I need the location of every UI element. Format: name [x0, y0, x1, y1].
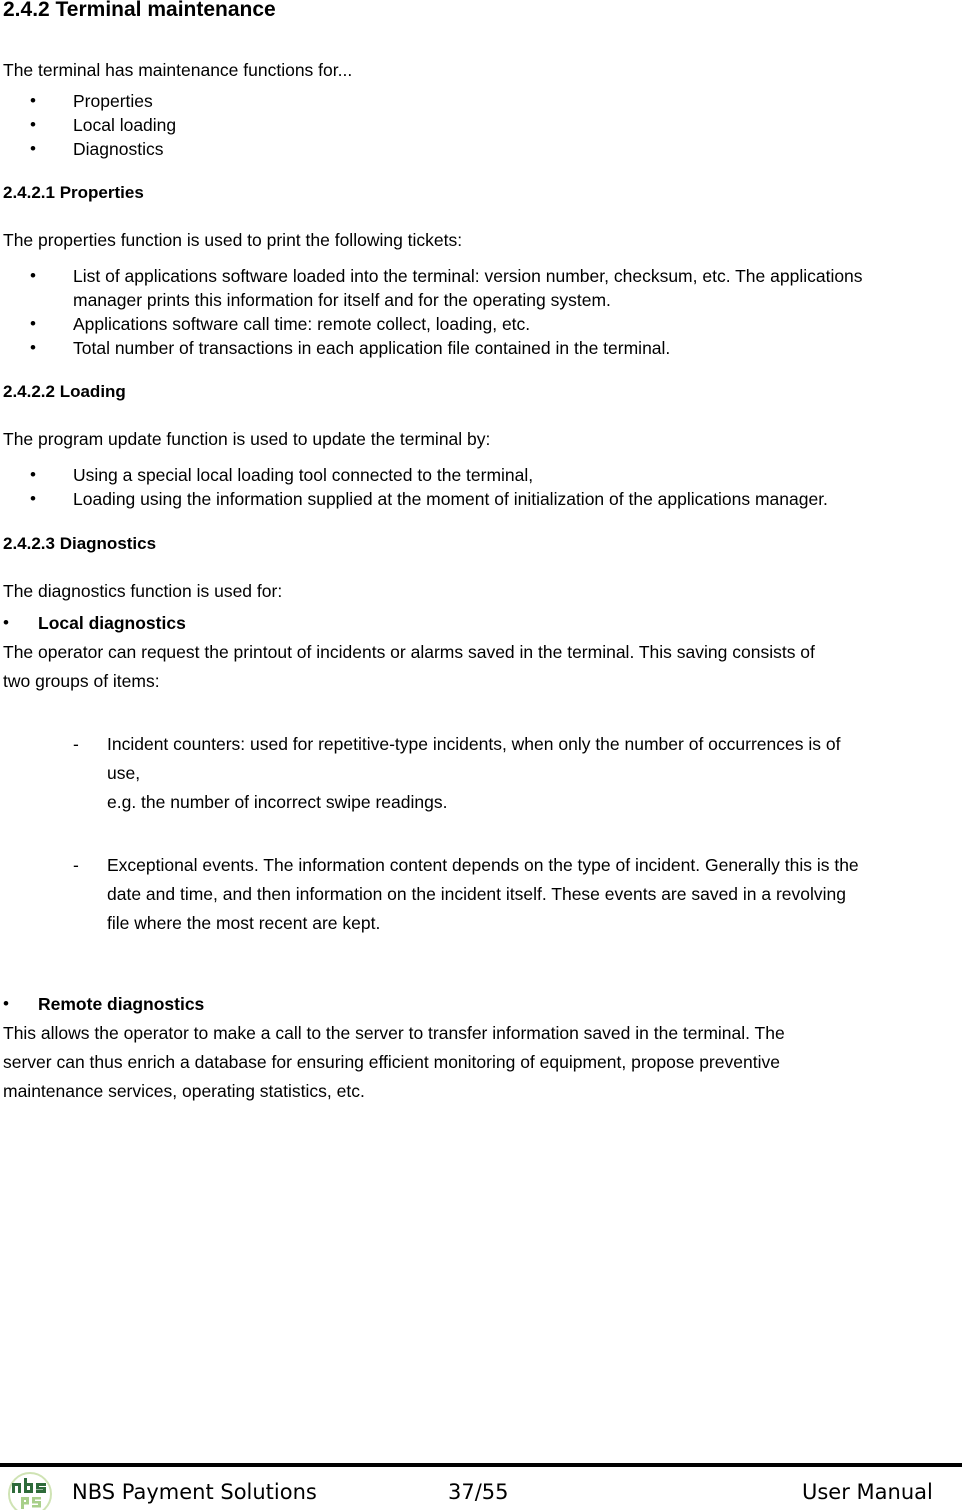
footer-page-number: 37/55 — [448, 1480, 509, 1504]
paragraph: maintenance services, operating statistics, etc. — [3, 1081, 365, 1101]
nbs-logo — [6, 1472, 54, 1510]
list-item: Diagnostics — [73, 139, 164, 159]
dash-item: Incident counters: used for repetitive-type incidents, when only the number of occurrences is of — [107, 734, 841, 754]
paragraph: The diagnostics function is used for: — [3, 581, 283, 601]
paragraph: two groups of items: — [3, 671, 160, 691]
subsection-heading: 2.4.2.1 Properties — [3, 183, 144, 202]
dash-item: use, — [107, 763, 141, 783]
list-item: List of applications software loaded into the terminal: version number, checksum, etc. The applications — [73, 266, 863, 286]
bullet-icon: • — [30, 91, 36, 110]
bullet-icon: • — [30, 338, 36, 357]
dash-item: file where the most recent are kept. — [107, 913, 381, 933]
footer-doc-title: User Manual — [802, 1480, 933, 1504]
subsection-heading: 2.4.2.3 Diagnostics — [3, 534, 157, 553]
section-heading: 2.4.2 Terminal maintenance — [3, 0, 276, 21]
list-item: Loading using the information supplied at the moment of initialization of the applications manager. — [73, 489, 828, 509]
list-item: manager prints this information for itself and for the operating system. — [73, 290, 611, 310]
footer-divider — [0, 1463, 962, 1467]
remote-diagnostics-title: Remote diagnostics — [38, 994, 205, 1014]
paragraph: This allows the operator to make a call to the server to transfer information saved in the terminal. The — [3, 1023, 785, 1043]
local-diagnostics-title: Local diagnostics — [38, 613, 186, 633]
paragraph: The program update function is used to update the terminal by: — [3, 429, 491, 449]
intro-text: The terminal has maintenance functions for... — [3, 60, 353, 80]
paragraph: The properties function is used to print the following tickets: — [3, 230, 463, 250]
list-item: Applications software call time: remote collect, loading, etc. — [73, 314, 531, 334]
dash-icon: - — [73, 855, 79, 875]
paragraph: server can thus enrich a database for ensuring efficient monitoring of equipment, propose preventive — [3, 1052, 780, 1072]
bullet-icon: • — [30, 489, 36, 508]
bullet-icon: • — [30, 465, 36, 484]
bullet-icon: • — [3, 613, 9, 632]
bullet-icon: • — [30, 139, 36, 158]
list-item: Using a special local loading tool connected to the terminal, — [73, 465, 534, 485]
list-item: Local loading — [73, 115, 177, 135]
subsection-heading: 2.4.2.2 Loading — [3, 382, 126, 401]
paragraph: The operator can request the printout of incidents or alarms saved in the terminal. This saving consists of — [3, 642, 815, 662]
dash-icon: - — [73, 734, 79, 754]
list-item: Total number of transactions in each application file contained in the terminal. — [73, 338, 671, 358]
footer-company: NBS Payment Solutions — [72, 1480, 317, 1504]
dash-item: date and time, and then information on the incident itself. These events are saved in a revolving — [107, 884, 847, 904]
bullet-icon: • — [30, 115, 36, 134]
dash-item: Exceptional events. The information content depends on the type of incident. Generally this is the — [107, 855, 859, 875]
list-item: Properties — [73, 91, 153, 111]
bullet-icon: • — [3, 994, 9, 1013]
bullet-icon: • — [30, 266, 36, 285]
bullet-icon: • — [30, 314, 36, 333]
dash-item: e.g. the number of incorrect swipe readings. — [107, 792, 448, 812]
